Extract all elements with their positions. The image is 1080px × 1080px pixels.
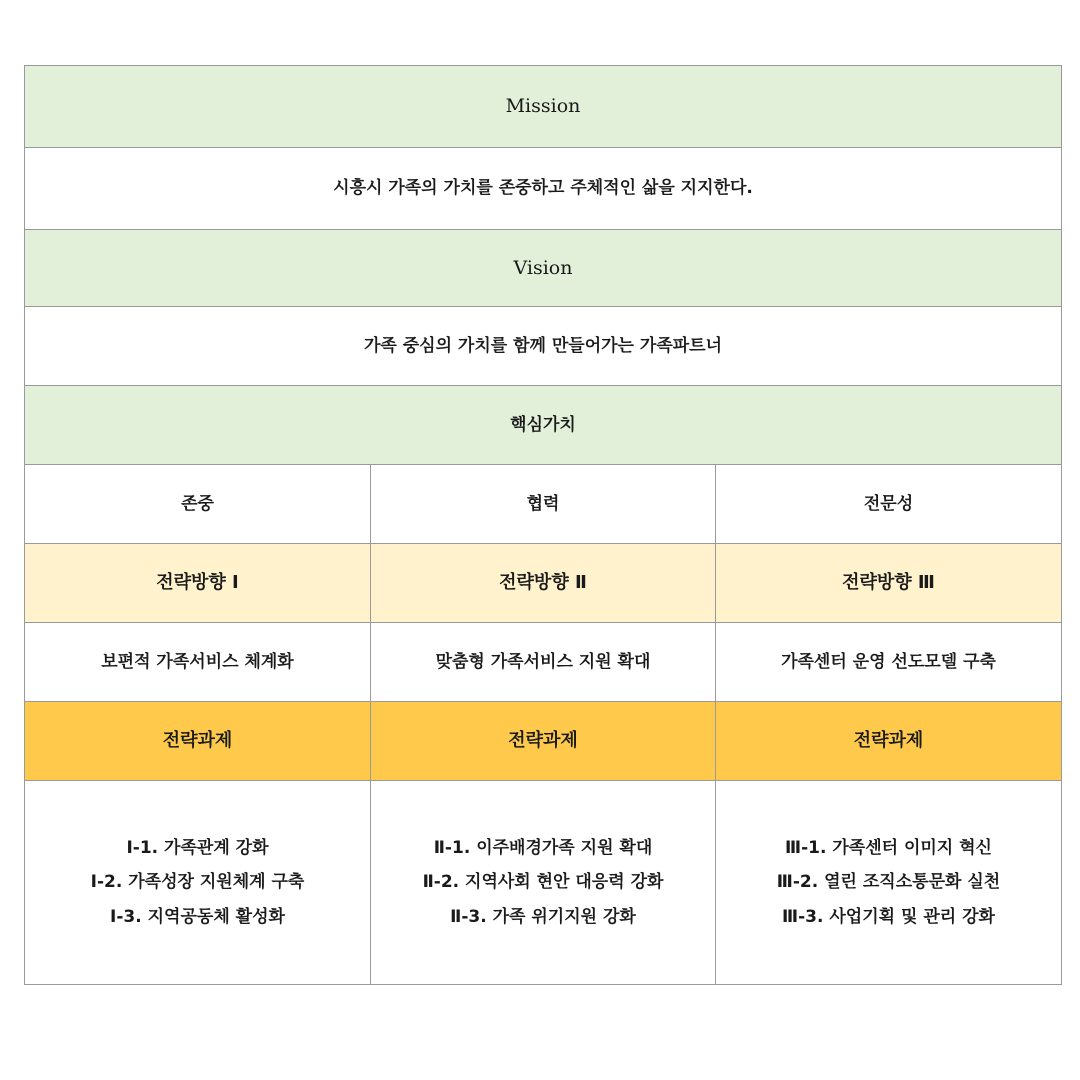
core-value-cooperation: 협력 (371, 465, 716, 544)
strategy-tasks-col-2 (371, 781, 716, 985)
strategy-direction-3: 전략방향 Ⅲ (716, 544, 1062, 623)
strategy-goal-2: 맞춤형 가족서비스 지원 확대 (371, 623, 716, 702)
task-list (371, 838, 715, 927)
task-list (25, 838, 370, 927)
strategy-goal-3: 가족센터 운영 선도모델 구축 (716, 623, 1062, 702)
strategy-tasks-col-3 (716, 781, 1062, 985)
strategy-tasks-col-1 (25, 781, 371, 985)
mission-heading: Mission (25, 66, 1062, 148)
task-item: Ⅰ-1. 가족관계 강화 (126, 837, 269, 858)
task-item: Ⅲ-2. 열린 조직소통문화 실천 (776, 872, 1001, 893)
task-list (716, 838, 1061, 927)
strategy-direction-2: 전략방향 Ⅱ (371, 544, 716, 623)
mission-text: 시흥시 가족의 가치를 존중하고 주체적인 삶을 지지한다. (25, 148, 1062, 230)
task-item: Ⅲ-3. 사업기획 및 관리 강화 (782, 906, 995, 927)
core-value-expertise: 전문성 (716, 465, 1062, 544)
task-item: Ⅰ-2. 가족성장 지원체계 구축 (90, 872, 305, 893)
core-value-respect: 존중 (25, 465, 371, 544)
strategy-task-header-1: 전략과제 (25, 702, 371, 781)
strategy-task-header-2: 전략과제 (371, 702, 716, 781)
vision-heading: Vision (25, 230, 1062, 307)
task-item: Ⅱ-1. 이주배경가족 지원 확대 (433, 837, 653, 858)
task-item: Ⅱ-2. 지역사회 현안 대응력 강화 (422, 872, 664, 893)
strategy-goal-1: 보편적 가족서비스 체계화 (25, 623, 371, 702)
strategy-task-header-3: 전략과제 (716, 702, 1062, 781)
strategy-direction-1: 전략방향 Ⅰ (25, 544, 371, 623)
task-item: Ⅰ-3. 지역공동체 활성화 (110, 906, 285, 927)
vision-text: 가족 중심의 가치를 함께 만들어가는 가족파트너 (25, 307, 1062, 386)
task-item: Ⅲ-1. 가족센터 이미지 혁신 (785, 837, 992, 858)
mission-vision-strategy-table (24, 65, 1062, 985)
task-item: Ⅱ-3. 가족 위기지원 강화 (450, 906, 636, 927)
core-values-heading: 핵심가치 (25, 386, 1062, 465)
